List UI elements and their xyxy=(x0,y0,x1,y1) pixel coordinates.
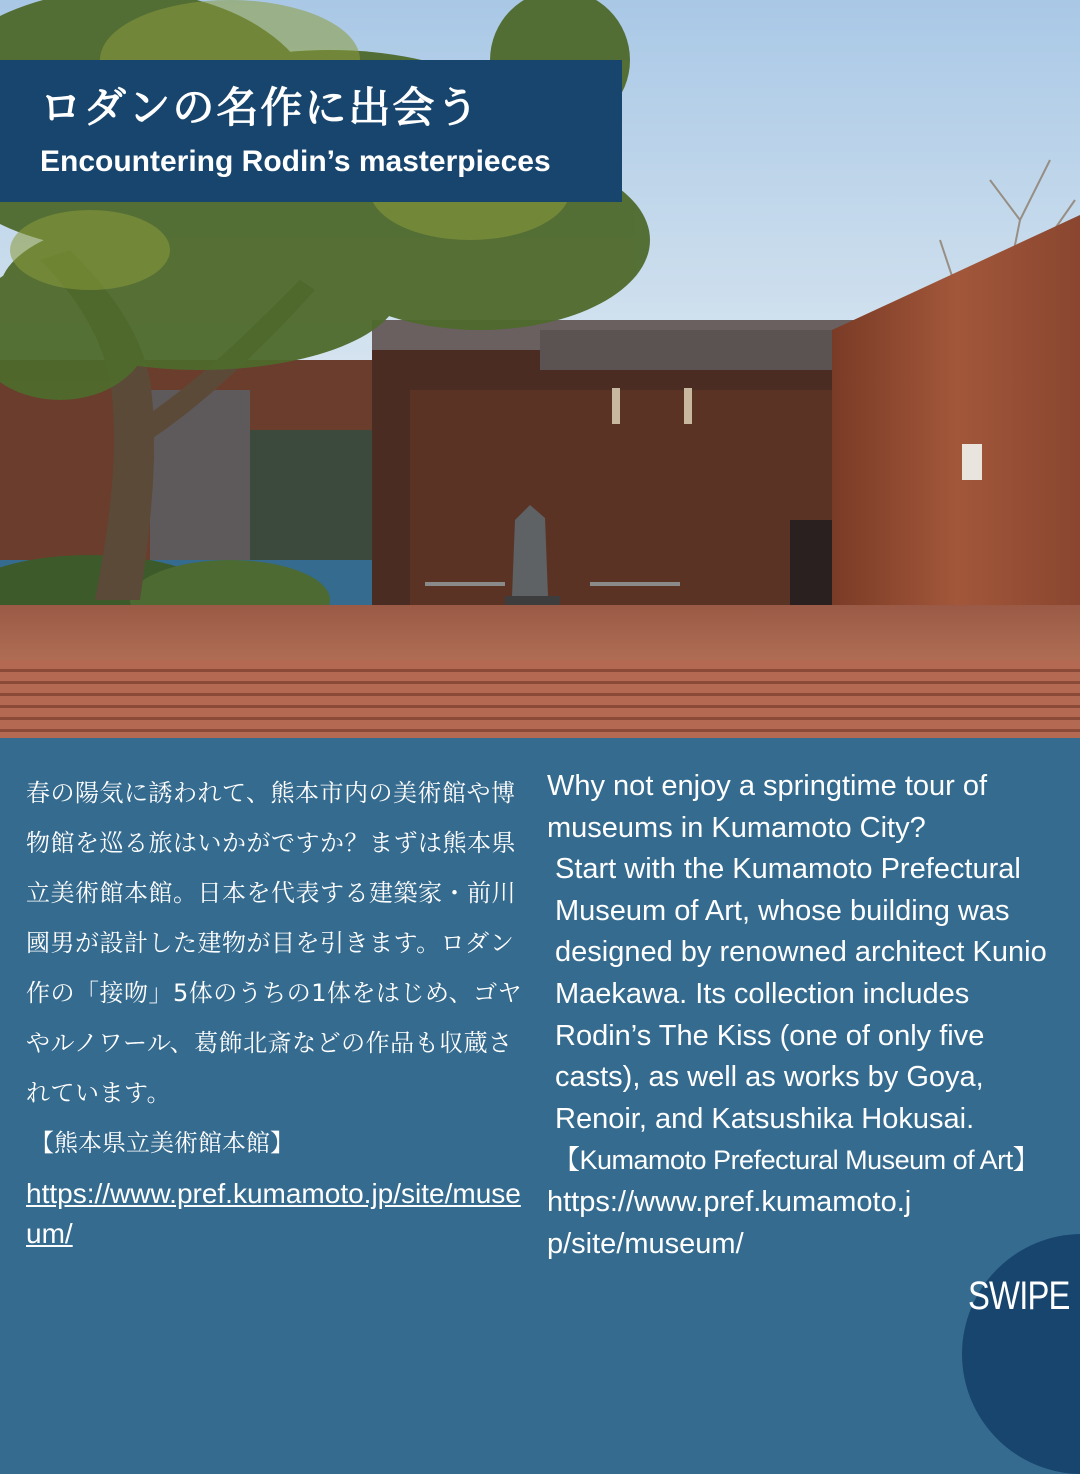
japanese-paragraph: 春の陽気に誘われて、熊本市内の美術館や博物館を巡る旅はいかがですか？まずは熊本県立美術館本館。日本を代表する建築家・前川國男が設計した建物が目を引きます。ロダン作の「接吻」5体のうちの1体をはじめ、ゴヤやルノワール、葛飾北斎などの作品も収蔵されています。 xyxy=(26,779,523,1107)
english-museum-label: 【Kumamoto Prefectural Museum of Art】 xyxy=(553,1145,1040,1176)
swipe-label[interactable]: SWIPE xyxy=(968,1274,1070,1318)
english-museum-url[interactable]: https://www.pref.kumamoto.jp/site/museum/ xyxy=(547,1185,912,1260)
japanese-museum-label: 【熊本県立美術館本館】 xyxy=(30,1129,294,1157)
title-japanese: ロダンの名作に出会う xyxy=(40,83,481,132)
english-paragraph-2: Start with the Kumamoto Prefectural Museum of Art, whose building was designed by renowned architect Kunio Maekawa. Its collection includes Rodin’s The Kiss (one of only five casts), as well as works by Goya, Renoir, and Katsushika Hokusai. xyxy=(555,853,1047,1135)
japanese-museum-link[interactable]: https://www.pref.kumamoto.jp/site/museum/ xyxy=(26,1178,521,1249)
english-column xyxy=(547,766,1052,1265)
english-paragraph-1: Why not enjoy a springtime tour of museums in Kumamoto City? xyxy=(547,770,988,844)
japanese-column xyxy=(26,768,526,1254)
text-panel xyxy=(0,738,1080,1350)
title-banner xyxy=(0,60,622,202)
title-english: Encountering Rodin’s masterpieces xyxy=(40,145,551,178)
